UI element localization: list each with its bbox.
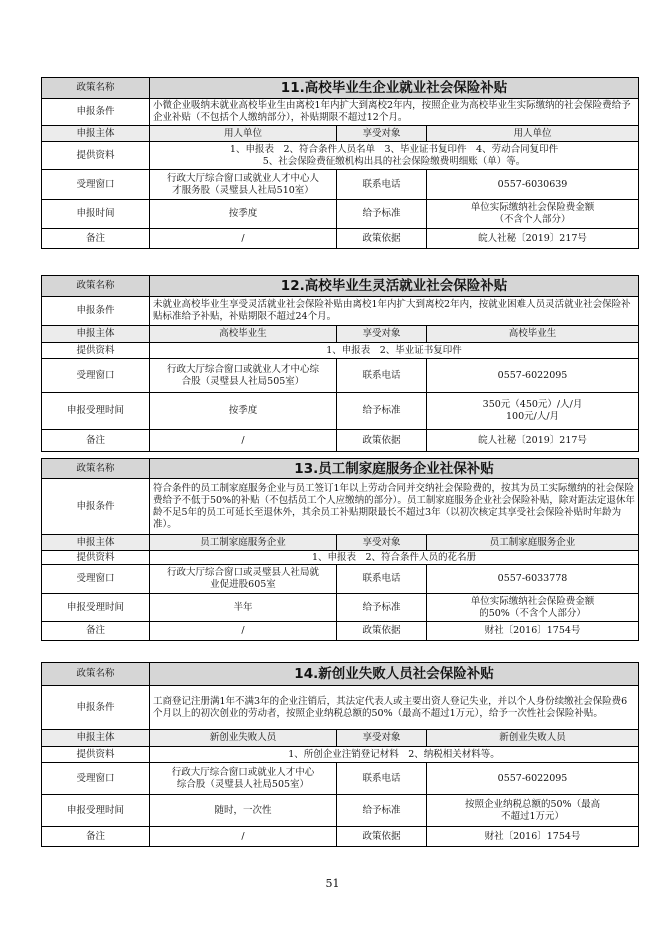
conditions-label: 申报条件 [42,297,150,326]
materials-label: 提供资料 [42,747,150,763]
standard-label: 给予标准 [337,795,427,827]
standard-value [427,393,639,430]
window-value [150,763,337,795]
standard-value [427,594,639,622]
remarks-value: / [150,622,337,641]
window-line: 才服务股（灵璧县人社局510室） [172,184,314,196]
target-label: 享受对象 [337,326,427,343]
policy-name-label: 政策名称 [42,78,150,99]
window-label: 受理窗口 [42,565,150,594]
policy-table-13 [41,458,639,641]
standard-line: 350元（450元）/人/月 [482,399,583,410]
policy-name-label: 政策名称 [42,459,150,479]
standard-line: 按照企业纳税总额的50%（最高 [464,798,601,810]
subject-value: 高校毕业生 [150,326,337,343]
window-label: 受理窗口 [42,170,150,200]
basis-value: 皖人社秘〔2019〕217号 [427,229,639,249]
phone-value: 0557-6022095 [427,763,639,795]
standard-line: 单位实际缴纳社会保险费金额 [470,595,595,607]
basis-value: 财社〔2016〕1754号 [427,827,639,847]
materials-line: 1、申报表 2、符合条件人员的花名册 [311,551,477,563]
target-value: 用人单位 [427,126,639,142]
conditions-text: 符合条件的员工制家庭服务企业与员工签订1年以上劳动合同并交纳社会保险费的，按其为员工实际缴纳的社会保险费给予不低于50%的补贴（不包括员工个人应缴纳的部分）。员工制家庭服务企业社会保险补贴，除对距法定退休年龄不足5年的员工可延长至退休外，其余员工补贴期限最长不超过3年（以初次核定其享受社会保险补贴时年龄为准）。 [150,479,639,535]
materials-label: 提供资料 [42,343,150,359]
conditions-text: 未就业高校毕业生享受灵活就业社会保险补贴由离校1年内扩大到离校2年内，按就业困难人员灵活就业社会保险补贴标准给予补贴，补贴期限不超过24个月。 [150,297,639,326]
subject-label: 申报主体 [42,535,150,551]
subject-value: 员工制家庭服务企业 [150,535,337,551]
policy-title: 14.新创业失败人员社会保险补贴 [150,663,639,686]
target-label: 享受对象 [337,730,427,747]
conditions-label: 申报条件 [42,99,150,126]
policy-table-11 [41,77,639,249]
phone-label: 联系电话 [337,763,427,795]
materials-value [150,343,639,359]
subject-value: 用人单位 [150,126,337,142]
materials-line: 1、申报表 2、符合条件人员名单 3、毕业证书复印件 4、劳动合同复印件 [229,143,559,155]
standard-label: 给予标准 [337,594,427,622]
time-value: 随时，一次性 [150,795,337,827]
target-value: 员工制家庭服务企业 [427,535,639,551]
time-label: 申报受理时间 [42,393,150,430]
conditions-text: 小微企业吸纳未就业高校毕业生由离校1年内扩大到离校2年内，按照企业为高校毕业生实际缴纳的社会保险费给予企业补贴（不包括个人缴纳部分），补贴期限不超过12个月。 [150,99,639,126]
remarks-label: 备注 [42,622,150,641]
target-label: 享受对象 [337,535,427,551]
materials-label: 提供资料 [42,551,150,565]
basis-label: 政策依据 [337,827,427,847]
basis-label: 政策依据 [337,622,427,641]
standard-line: 不超过1万元） [500,810,565,822]
policy-name-label: 政策名称 [42,663,150,686]
standard-value [427,200,639,229]
materials-line: 1、所创企业注销登记材料 2、纳税相关材料等。 [288,748,500,760]
time-value: 半年 [150,594,337,622]
window-value [150,565,337,594]
basis-value: 财社〔2016〕1754号 [427,622,639,641]
policy-table-14 [41,662,639,847]
window-line: 行政大厅综合窗口或就业人才中心综 [166,363,319,375]
window-label: 受理窗口 [42,763,150,795]
phone-label: 联系电话 [337,565,427,594]
remarks-label: 备注 [42,430,150,452]
window-value [150,359,337,393]
materials-line: 5、社会保险费征缴机构出具的社会保险缴费明细账（单）等。 [262,155,526,167]
materials-label: 提供资料 [42,142,150,170]
remarks-value: / [150,229,337,249]
standard-line: （不含个人部分） [494,214,571,225]
conditions-label: 申报条件 [42,479,150,535]
window-line: 行政大厅综合窗口或灵璧县人社局就 [166,567,319,578]
window-line: 综合股（灵璧县人社局505室） [176,778,310,790]
remarks-label: 备注 [42,827,150,847]
remarks-label: 备注 [42,229,150,249]
remarks-value: / [150,827,337,847]
standard-label: 给予标准 [337,393,427,430]
time-label: 申报时间 [42,200,150,229]
materials-value [150,551,639,565]
policy-title: 13.员工制家庭服务企业社保补贴 [150,459,639,479]
standard-value [427,795,639,827]
standard-line: 100元/人/月 [505,411,560,422]
subject-label: 申报主体 [42,730,150,747]
target-value: 高校毕业生 [427,326,639,343]
policy-table-12 [41,275,639,452]
phone-label: 联系电话 [337,170,427,200]
target-label: 享受对象 [337,126,427,142]
policy-title: 12.高校毕业生灵活就业社会保险补贴 [150,276,639,297]
standard-line: 的50%（不含个人部分） [479,607,586,619]
window-value [150,170,337,200]
subject-value: 新创业失败人员 [150,730,337,747]
subject-label: 申报主体 [42,126,150,142]
time-value: 按季度 [150,200,337,229]
materials-line: 1、申报表 2、毕业证书复印件 [326,344,462,356]
page-number: 51 [325,877,340,890]
basis-label: 政策依据 [337,430,427,452]
materials-value [150,747,639,763]
materials-value [150,142,639,170]
phone-value: 0557-6033778 [427,565,639,594]
time-label: 申报受理时间 [42,594,150,622]
standard-label: 给予标准 [337,200,427,229]
phone-label: 联系电话 [337,359,427,393]
window-line: 合股（灵璧县人社局505室） [181,375,305,387]
conditions-text: 工商登记注册满1年不满3年的企业注销后，其法定代表人或主要出资人登记失业，并以个人身份续缴社会保险费6个月以上的初次创业的劳动者，按照企业纳税总额的50%（最高不超过1万元），给予一次性社会保险补贴。 [150,686,639,730]
window-label: 受理窗口 [42,359,150,393]
phone-value: 0557-6022095 [427,359,639,393]
conditions-label: 申报条件 [42,686,150,730]
standard-line: 单位实际缴纳社会保险费金额 [470,202,595,213]
policy-title: 11.高校毕业生企业就业社会保险补贴 [150,78,639,99]
window-line: 行政大厅综合窗口或就业人才中心 [171,766,315,778]
window-line: 行政大厅综合窗口或就业人才中心人 [166,172,319,184]
remarks-value: / [150,430,337,452]
basis-label: 政策依据 [337,229,427,249]
time-value: 按季度 [150,393,337,430]
subject-label: 申报主体 [42,326,150,343]
basis-value: 皖人社秘〔2019〕217号 [427,430,639,452]
window-line: 业促进股605室 [210,579,276,590]
time-label: 申报受理时间 [42,795,150,827]
target-value: 新创业失败人员 [427,730,639,747]
policy-name-label: 政策名称 [42,276,150,297]
phone-value: 0557-6030639 [427,170,639,200]
